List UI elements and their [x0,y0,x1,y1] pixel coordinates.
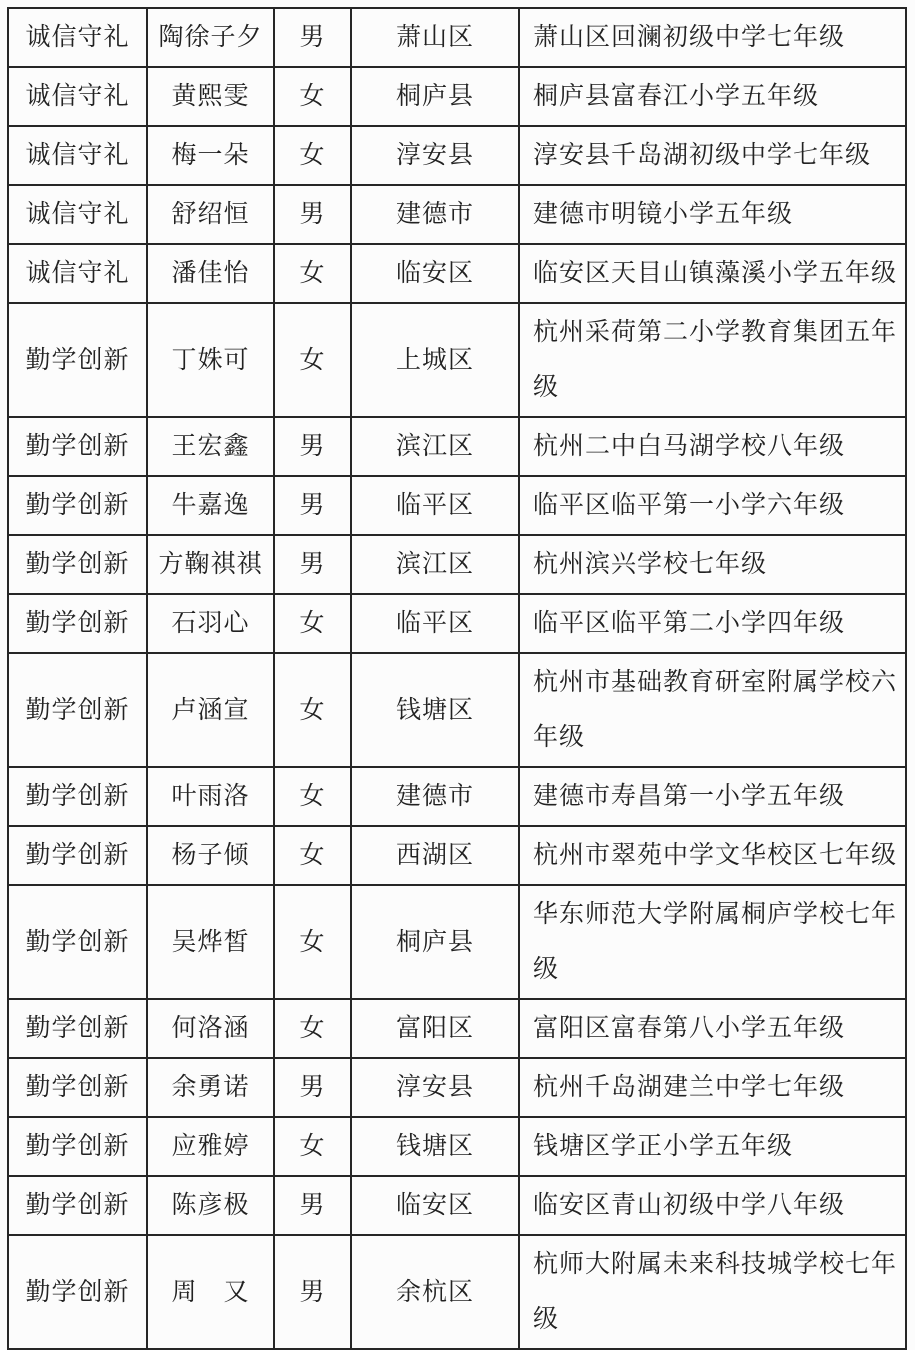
cell-category: 勤学创新 [8,417,147,476]
cell-school: 杭州市翠苑中学文华校区七年级 [519,826,906,885]
table-row [8,1235,906,1349]
cell-name: 舒绍恒 [147,185,274,244]
cell-school: 华东师范大学附属桐庐学校七年级 [519,885,906,999]
cell-gender: 男 [274,476,351,535]
cell-district: 萧山区 [351,8,519,67]
cell-school: 杭州市基础教育研室附属学校六年级 [519,653,906,767]
cell-name: 梅一朵 [147,126,274,185]
cell-category: 勤学创新 [8,594,147,653]
cell-district: 建德市 [351,185,519,244]
cell-gender: 女 [274,999,351,1058]
cell-category: 勤学创新 [8,1176,147,1235]
cell-category: 勤学创新 [8,1058,147,1117]
cell-school: 杭师大附属未来科技城学校七年级 [519,1235,906,1349]
cell-district: 钱塘区 [351,653,519,767]
cell-district: 临安区 [351,1176,519,1235]
table-row [8,303,906,417]
table-row [8,8,906,67]
cell-school: 建德市寿昌第一小学五年级 [519,767,906,826]
cell-school: 淳安县千岛湖初级中学七年级 [519,126,906,185]
table-row [8,594,906,653]
cell-name: 潘佳怡 [147,244,274,303]
cell-school: 杭州采荷第二小学教育集团五年级 [519,303,906,417]
cell-gender: 女 [274,67,351,126]
table-row [8,999,906,1058]
table-row [8,826,906,885]
cell-name: 黄熙雯 [147,67,274,126]
table-row [8,885,906,999]
cell-district: 西湖区 [351,826,519,885]
cell-name: 周 又 [147,1235,274,1349]
cell-gender: 男 [274,8,351,67]
table-row [8,1176,906,1235]
cell-district: 滨江区 [351,535,519,594]
cell-category: 诚信守礼 [8,67,147,126]
cell-name: 牛嘉逸 [147,476,274,535]
cell-name: 卢涵宣 [147,653,274,767]
cell-name: 石羽心 [147,594,274,653]
cell-gender: 女 [274,1117,351,1176]
cell-district: 临安区 [351,244,519,303]
table-row [8,1058,906,1117]
cell-category: 诚信守礼 [8,8,147,67]
cell-category: 勤学创新 [8,767,147,826]
table-row [8,653,906,767]
cell-gender: 女 [274,653,351,767]
cell-name: 何洛涵 [147,999,274,1058]
cell-name: 陈彦极 [147,1176,274,1235]
cell-gender: 男 [274,417,351,476]
cell-category: 勤学创新 [8,303,147,417]
cell-school: 临安区天目山镇藻溪小学五年级 [519,244,906,303]
cell-district: 余杭区 [351,1235,519,1349]
cell-gender: 男 [274,1235,351,1349]
cell-school: 建德市明镜小学五年级 [519,185,906,244]
cell-category: 勤学创新 [8,1117,147,1176]
cell-category: 勤学创新 [8,653,147,767]
cell-name: 吴烨皙 [147,885,274,999]
cell-school: 桐庐县富春江小学五年级 [519,67,906,126]
cell-name: 杨子倾 [147,826,274,885]
award-list-table [7,7,907,1350]
cell-name: 陶徐子夕 [147,8,274,67]
table-row [8,185,906,244]
cell-school: 临安区青山初级中学八年级 [519,1176,906,1235]
cell-school: 钱塘区学正小学五年级 [519,1117,906,1176]
cell-name: 丁姝可 [147,303,274,417]
cell-district: 建德市 [351,767,519,826]
cell-district: 淳安县 [351,126,519,185]
cell-school: 临平区临平第二小学四年级 [519,594,906,653]
cell-category: 勤学创新 [8,535,147,594]
cell-district: 富阳区 [351,999,519,1058]
cell-gender: 女 [274,594,351,653]
table-row [8,1117,906,1176]
cell-category: 诚信守礼 [8,244,147,303]
cell-school: 杭州千岛湖建兰中学七年级 [519,1058,906,1117]
cell-name: 方鞠祺祺 [147,535,274,594]
cell-district: 临平区 [351,476,519,535]
cell-gender: 男 [274,1058,351,1117]
cell-gender: 女 [274,303,351,417]
cell-category: 勤学创新 [8,999,147,1058]
cell-gender: 女 [274,885,351,999]
cell-gender: 女 [274,126,351,185]
table-row [8,476,906,535]
cell-name: 王宏鑫 [147,417,274,476]
table-row [8,417,906,476]
cell-category: 勤学创新 [8,826,147,885]
awards-table-body [8,8,906,1349]
cell-district: 滨江区 [351,417,519,476]
cell-category: 勤学创新 [8,1235,147,1349]
table-row [8,126,906,185]
table-row [8,767,906,826]
cell-name: 应雅婷 [147,1117,274,1176]
table-row [8,67,906,126]
cell-district: 淳安县 [351,1058,519,1117]
cell-school: 杭州滨兴学校七年级 [519,535,906,594]
table-row [8,535,906,594]
cell-district: 钱塘区 [351,1117,519,1176]
cell-school: 萧山区回澜初级中学七年级 [519,8,906,67]
cell-category: 勤学创新 [8,476,147,535]
cell-category: 勤学创新 [8,885,147,999]
cell-district: 上城区 [351,303,519,417]
cell-gender: 女 [274,767,351,826]
cell-school: 富阳区富春第八小学五年级 [519,999,906,1058]
cell-gender: 女 [274,244,351,303]
cell-gender: 男 [274,1176,351,1235]
cell-district: 桐庐县 [351,885,519,999]
cell-district: 临平区 [351,594,519,653]
table-row [8,244,906,303]
cell-district: 桐庐县 [351,67,519,126]
cell-category: 诚信守礼 [8,126,147,185]
cell-gender: 男 [274,185,351,244]
cell-school: 临平区临平第一小学六年级 [519,476,906,535]
cell-name: 余勇诺 [147,1058,274,1117]
cell-category: 诚信守礼 [8,185,147,244]
cell-gender: 女 [274,826,351,885]
cell-gender: 男 [274,535,351,594]
cell-school: 杭州二中白马湖学校八年级 [519,417,906,476]
cell-name: 叶雨洛 [147,767,274,826]
